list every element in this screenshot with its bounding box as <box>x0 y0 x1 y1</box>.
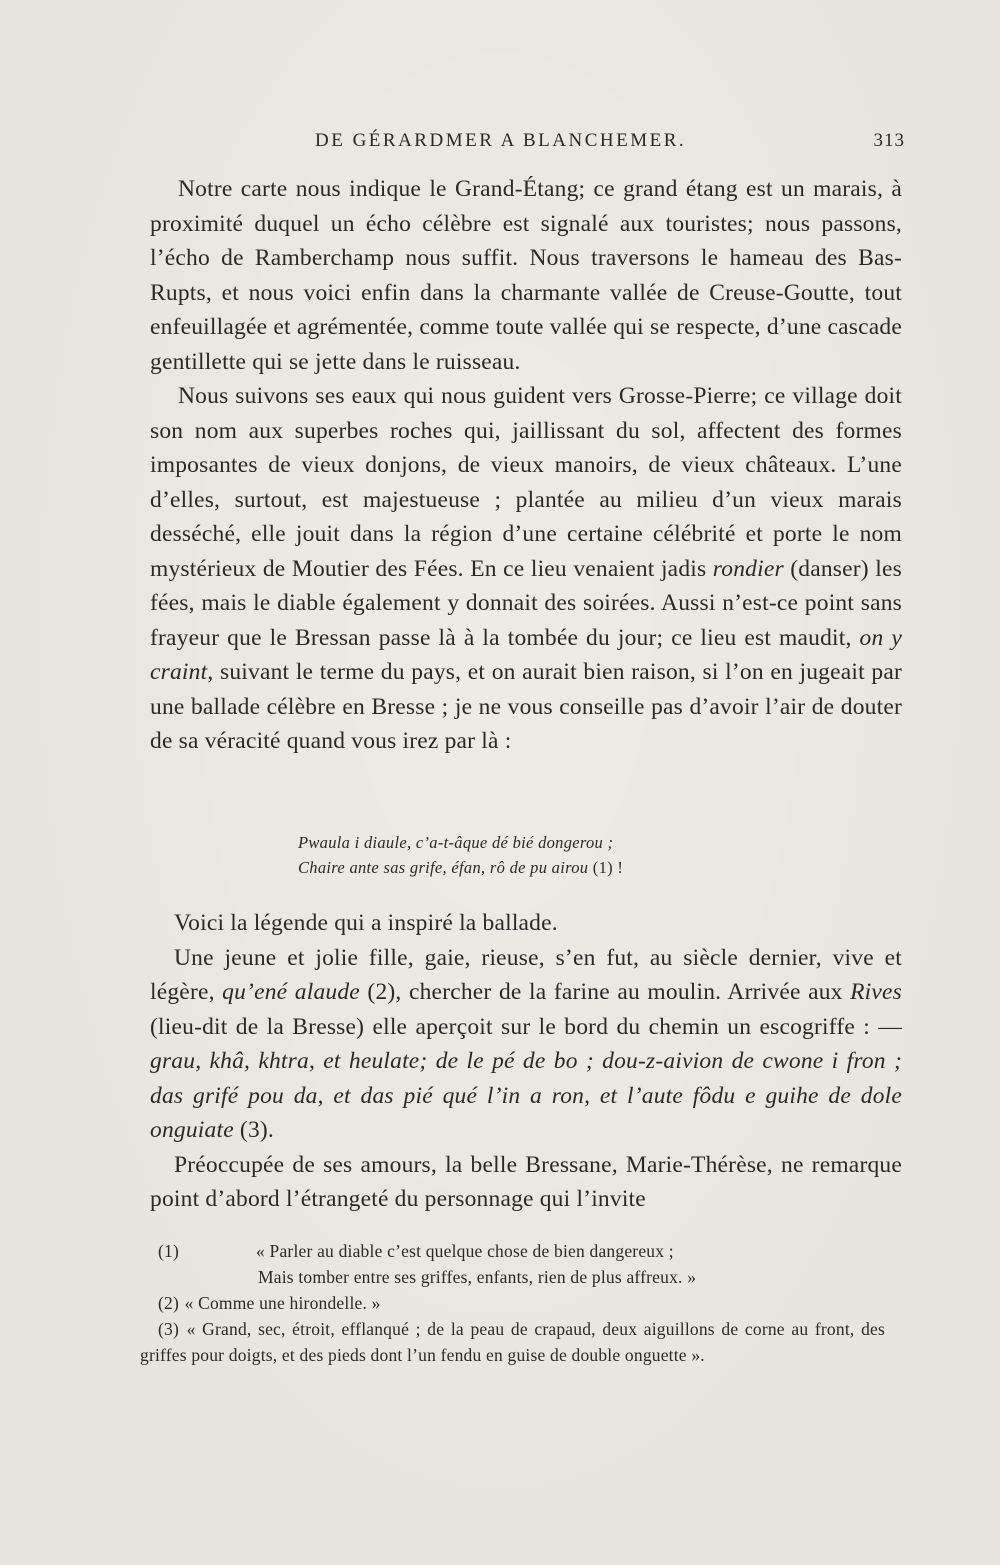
footnote-3-text: « Grand, sec, étroit, efflanqué ; de la peau de crapaud, deux aiguillons de corne au front, des griffes pour doigts, et des pieds dont l’un fendu en guise de double onguette ». <box>140 1319 885 1365</box>
running-title: DE GÉRARDMER A BLANCHEMER. <box>315 130 687 151</box>
footnote-3 <box>140 1316 885 1368</box>
paragraph-4-part-b: (2), chercher de la farine au moulin. Arrivée aux <box>359 979 851 1005</box>
main-text-lower <box>150 906 902 1217</box>
footnote-call-1: (1) ! <box>588 858 624 877</box>
verse-line-2-text: Chaire ante sas grife, éfan, rô de pu airou <box>298 858 589 877</box>
footnote-3-number: (3) <box>158 1319 180 1339</box>
verse-line-1: Pwaula i diaule, c’a-t-âque dé bié dongerou ; <box>298 833 614 852</box>
footnote-2-number: (2) <box>158 1293 180 1313</box>
italic-quene-alaude: qu’ené alaude <box>222 979 360 1005</box>
page-header <box>150 130 905 160</box>
paragraph-2-part-c: , suivant le terme du pays, et on aurait bien raison, si l’on en jugeait par une ballade célèbre en Bresse ; je ne vous conseille pas d’avoir l’air de douter de sa véracité quand vous irez par là : <box>150 659 902 754</box>
footnote-2 <box>140 1290 885 1316</box>
footnote-1-line-1: « Parler au diable c’est quelque chose de bien dangereux ; <box>256 1241 674 1261</box>
patois-verse <box>298 830 818 880</box>
verse-line-2 <box>298 855 818 880</box>
footnote-1 <box>140 1238 885 1264</box>
paragraph-3: Voici la légende qui a inspiré la ballade. <box>174 910 558 936</box>
paragraph-4 <box>150 941 902 1148</box>
paragraph-2-part-a: Nous suivons ses eaux qui nous guident vers Grosse-Pierre; ce village doit son nom aux superbes roches qui, jaillissant du sol, affectent des formes imposantes de vieux donjons, de vieux manoirs, de vieux châteaux. L’une d’elles, surtout, est majestueuse ; plantée au milieu d’un vieux marais desséché, elle jouit dans la région d’une certaine célébrité et porte le nom mystérieux de Moutier des Fées. En ce lieu venaient jadis <box>150 383 902 582</box>
paragraph-2 <box>150 379 902 759</box>
italic-patois-description: grau, khâ, khtra, et heulate; de le pé de bo ; dou-z-aivion de cwone i fron ; das grifé pou da, et das pié qué l’in a ron, et l’aute fôdu e guihe de dole onguiate <box>150 1048 902 1143</box>
page-number: 313 <box>873 130 905 151</box>
paragraph-4-part-a: Une jeune et jolie fille, gaie, rieuse, s’en fut, au siècle dernier, vive et légère, <box>150 944 902 1005</box>
paragraph-5: Préoccupée de ses amours, la belle Bressane, Marie-Thérèse, ne remarque point d’abord l’étrangeté du personnage qui l’invite <box>150 1151 902 1212</box>
italic-rondier: rondier <box>712 555 784 582</box>
footnote-1-number: (1) <box>158 1241 180 1261</box>
paragraph-1: Notre carte nous indique le Grand-Étang; ce grand étang est un marais, à proximité duquel un écho célèbre est signalé aux touristes; nous passons, l’écho de Ramberchamp nous suffit. Nous traversons le hameau des Bas-Rupts, et nous voici enfin dans la charmante vallée de Creuse-Goutte, tout enfeuillagée et agrémentée, comme toute vallée qui se respecte, d’une cascade gentillette qui se jette dans le ruisseau. <box>150 176 902 375</box>
main-text-upper <box>150 172 902 759</box>
paragraph-2-part-b: (danser) les fées, mais le diable également y donnait des soirées. Aussi n’est-ce point sans frayeur que le Bressan passe là à la tombée du jour; ce lieu est maudit, <box>150 555 902 651</box>
italic-on-y-craint: on y craint <box>150 624 902 685</box>
footnote-2-text: « Comme une hirondelle. » <box>184 1293 381 1313</box>
paragraph-4-part-c: (lieu-dit de la Bresse) elle aperçoit sur le bord du chemin un escogriffe : — <box>150 1013 902 1040</box>
paragraph-4-part-d: (3). <box>233 1117 274 1143</box>
italic-rives: Rives <box>850 979 902 1005</box>
footnotes <box>140 1238 885 1368</box>
footnote-1-line-2: Mais tomber entre ses griffes, enfants, rien de plus affreux. » <box>258 1267 697 1287</box>
